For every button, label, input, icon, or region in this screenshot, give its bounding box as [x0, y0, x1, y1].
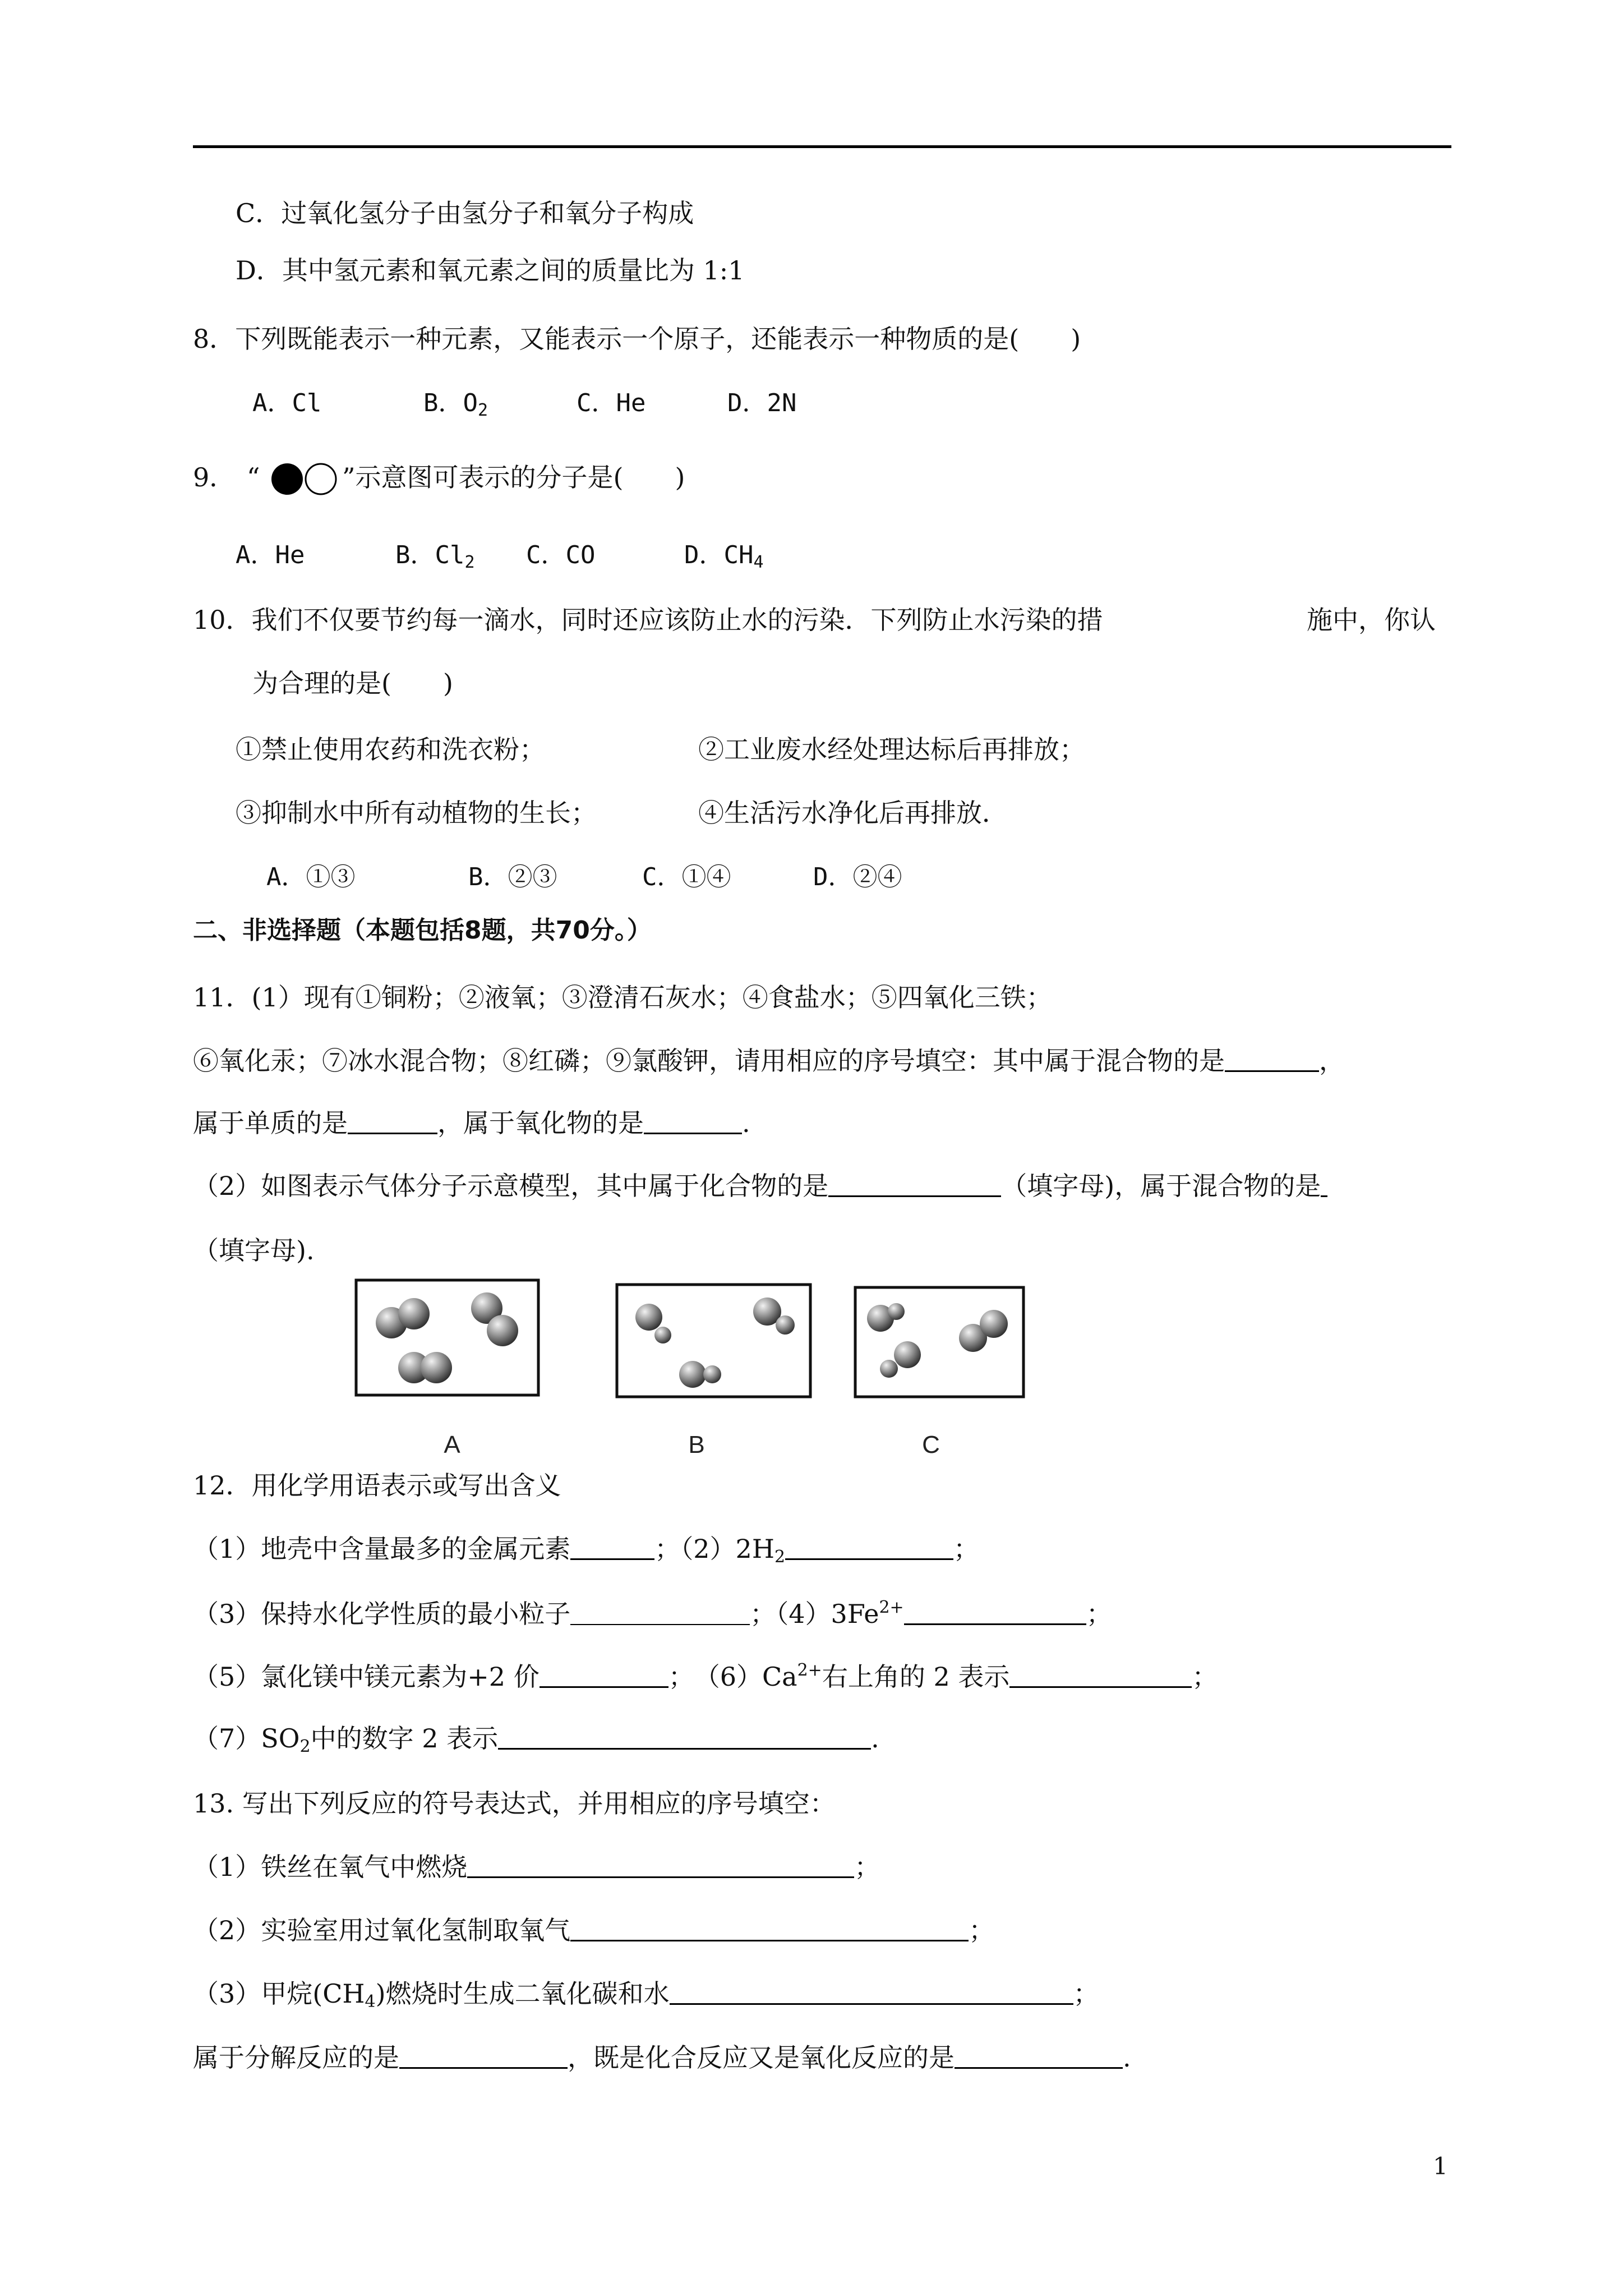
- blank: [498, 1726, 871, 1750]
- blank: [1225, 1048, 1319, 1072]
- q9-open-quote: “: [247, 462, 260, 493]
- q10-stem-2: 为合理的是( ): [252, 668, 453, 698]
- section-2-heading: 二、非选择题（本题包括8题，共70分。）: [193, 916, 652, 945]
- blank: [1321, 1173, 1327, 1197]
- q9-option-b: B．$Cl_2$: [395, 541, 475, 572]
- q9-option-d: D．$CH_4$: [684, 541, 764, 572]
- blank: [570, 1602, 750, 1625]
- blank: [1009, 1664, 1192, 1688]
- q8-option-d: D．2N: [727, 389, 797, 417]
- blank: [348, 1110, 437, 1134]
- q13-line-3: （3）甲烷$(CH_4)$燃烧时生成二氧化碳和水 ；: [193, 1978, 1099, 2012]
- q12-stem: 12．用化学用语表示或写出含义: [193, 1470, 561, 1501]
- q8-stem: 8．下列既能表示一种元素，又能表示一个原子，还能表示一种物质的是( ): [193, 324, 1081, 354]
- blank: [670, 1981, 1073, 2005]
- page-number: 1: [1433, 2152, 1448, 2180]
- light-atom: [306, 464, 336, 494]
- q11-line-4: （2）如图表示气体分子示意模型，其中属于化合物的是 （填字母)，属于混合物的是: [193, 1173, 1327, 1199]
- q8-option-c: C．He: [577, 389, 646, 417]
- label-c: C: [922, 1431, 940, 1458]
- q12-line-2: （3）保持水化学性质的最小粒子 ；$(4)3Fe^{2+}$ ；: [193, 1598, 1112, 1629]
- q13-line-2: （2）实验室用过氧化氢制取氧气 ；: [193, 1915, 995, 1945]
- q10-option-b: B．②③: [468, 863, 557, 891]
- q13-line-1: （1）铁丝在氧气中燃烧 ；: [193, 1852, 880, 1882]
- blank: [399, 2045, 568, 2069]
- q8-option-a: A．Cl: [252, 389, 322, 417]
- q10-stem-1: 10．我们不仅要节约每一滴水，同时还应该防止水的污染．下列防止水污染的措: [193, 605, 1103, 635]
- q8-option-b: B．$O_2$: [423, 389, 488, 420]
- gas-molecule-figure: [353, 1273, 1038, 1464]
- blank: [644, 1110, 742, 1134]
- q7-option-d: D．其中氢元素和氧元素之间的质量比为 1:1: [236, 255, 745, 286]
- q7-option-c: C．过氧化氢分子由氢分子和氧分子构成: [236, 198, 694, 228]
- q13-stem: 13. 写出下列反应的符号表达式，并用相应的序号填空：: [193, 1788, 836, 1819]
- q12-line-3: （5）氯化镁中镁元素为+2 价 ； $(6)Ca^{2+}$右上角的 2 表示 ；: [193, 1660, 1218, 1692]
- blank: [467, 1854, 854, 1878]
- q10-option-c: C．①④: [642, 863, 731, 891]
- q12-line-4: $(7)SO_2$中的数字 2 表示 .: [193, 1723, 879, 1756]
- molecule-diagram: [269, 461, 342, 497]
- q10-item-3: ③抑制水中所有动植物的生长；: [236, 798, 597, 828]
- blank: [955, 2045, 1123, 2069]
- blank: [904, 1601, 1086, 1625]
- q10-stem-1b: 施中，你认: [1307, 605, 1436, 635]
- blank: [570, 1917, 969, 1941]
- q9-number: 9．: [193, 462, 236, 493]
- q9-option-a: A．He: [236, 541, 305, 569]
- q11-line-3: 属于单质的是 ，属于氧化物的是 .: [193, 1108, 750, 1138]
- q13-line-4: 属于分解反应的是 ，既是化合反应又是氧化反应的是 .: [193, 2042, 1131, 2073]
- q11-line-5: （填字母).: [193, 1235, 315, 1266]
- q10-item-4: ④生活污水净化后再排放．: [698, 798, 1008, 828]
- blank: [785, 1536, 953, 1560]
- q9-stem: ”示意图可表示的分子是( ): [342, 462, 685, 493]
- dark-atom: [271, 463, 303, 495]
- label-b: B: [688, 1431, 705, 1458]
- blank: [570, 1536, 654, 1560]
- q10-option-a: A．①③: [266, 863, 356, 891]
- blank: [540, 1664, 668, 1688]
- q10-item-1: ①禁止使用农药和洗衣粉；: [236, 734, 545, 765]
- blank: [828, 1173, 1001, 1197]
- q10-item-2: ②工业废水经处理达标后再排放；: [698, 734, 1085, 765]
- q12-line-1: （1）地壳中含量最多的金属元素 ；$(2)2H_2$ ；: [193, 1534, 980, 1567]
- header-rule: [193, 145, 1451, 148]
- q11-line-2: ⑥氧化汞；⑦冰水混合物；⑧红磷；⑨氯酸钾，请用相应的序号填空：其中属于混合物的是 ，: [193, 1046, 1345, 1076]
- q11-line-1: 11．(1）现有①铜粉；②液氧；③澄清石灰水；④食盐水；⑤四氧化三铁；: [193, 982, 1052, 1013]
- q9-option-c: C．CO: [526, 541, 596, 569]
- q10-option-d: D．②④: [813, 863, 902, 891]
- label-a: A: [444, 1431, 460, 1458]
